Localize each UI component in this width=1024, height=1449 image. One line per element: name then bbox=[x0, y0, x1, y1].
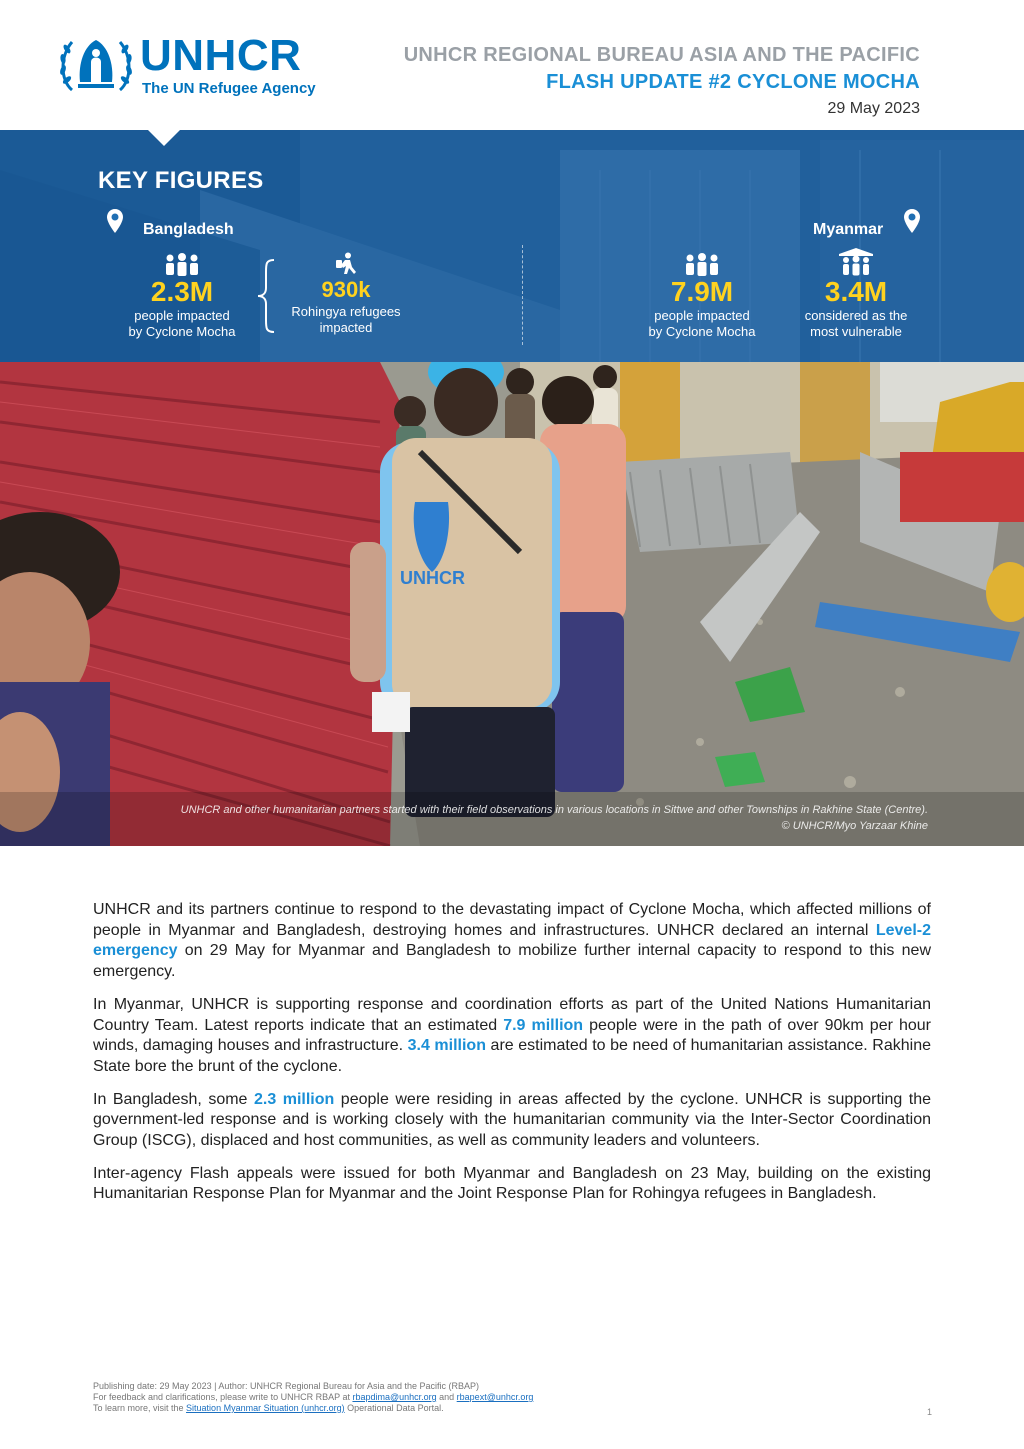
caption-text: UNHCR and other humanitarian partners started with their field observations in various locations in Sittwe and other Townships in Rakhine State (Centre). bbox=[180, 804, 928, 816]
text-run: In Bangladesh, some bbox=[93, 1090, 254, 1108]
figure-label-line1: Rohingya refugees bbox=[291, 304, 401, 319]
figure-label-line1: people impacted bbox=[134, 308, 230, 323]
logo-tagline: The UN Refugee Agency bbox=[142, 80, 316, 97]
figure-myanmar-vulnerable bbox=[786, 248, 926, 340]
figure-label-line2: impacted bbox=[319, 320, 373, 335]
people-group-icon bbox=[682, 252, 722, 276]
text-run: For feedback and clarifications, please write to UNHCR RBAP at bbox=[93, 1392, 353, 1402]
portal-link[interactable]: Situation Myanmar Situation (unhcr.org) bbox=[186, 1403, 345, 1413]
highlight-level2: Level-2 emergency bbox=[93, 921, 931, 960]
page-footer bbox=[93, 1381, 933, 1414]
photo-credit: © UNHCR/Myo Yarzaar Khine bbox=[781, 820, 928, 832]
highlight-3-4-million: 3.4 million bbox=[407, 1037, 486, 1055]
text-run: In Myanmar, UNHCR is supporting response and coordination efforts as part of the United Nations Humanitarian Country Team. Latest reports indicate that an estimated bbox=[93, 995, 931, 1034]
flash-update-title: FLASH UPDATE #2 CYCLONE MOCHA bbox=[546, 71, 920, 93]
figure-bangladesh-people-impacted bbox=[112, 252, 252, 340]
header-notch bbox=[148, 130, 180, 146]
text-run: To learn more, visit the bbox=[93, 1403, 187, 1413]
paragraph-myanmar bbox=[93, 995, 931, 1078]
email-link-dima[interactable]: rbapdima@unhcr.org bbox=[352, 1392, 437, 1402]
figure-bangladesh-rohingya bbox=[278, 252, 414, 336]
body-text bbox=[93, 900, 931, 1217]
location-pin-icon bbox=[903, 208, 921, 234]
email-link-ext[interactable]: rbapext@unhcr.org bbox=[456, 1392, 534, 1402]
figure-label-line2: most vulnerable bbox=[810, 324, 902, 339]
figure-label-line1: considered as the bbox=[804, 308, 908, 323]
figure-value: 7.9M bbox=[670, 276, 734, 307]
brace-connector bbox=[256, 258, 278, 334]
text-run: people were in the path of over 90km per hour winds, damaging houses and infrastructure. bbox=[93, 1016, 932, 1055]
key-figures-title: KEY FIGURES bbox=[98, 167, 264, 194]
page-header bbox=[0, 0, 1024, 130]
figure-value: 3.4M bbox=[824, 276, 888, 307]
figure-label-line2: by Cyclone Mocha bbox=[648, 324, 756, 339]
footer-feedback bbox=[93, 1392, 933, 1403]
text-run: Operational Data Portal. bbox=[344, 1403, 444, 1413]
refugee-walking-icon bbox=[331, 252, 361, 276]
paragraph-flash-appeals: Inter-agency Flash appeals were issued for both Myanmar and Bangladesh on 23 May, building on the existing Humanitarian Response Plan for Myanmar and the Joint Response Plan for Rohingya refugees in Bangladesh. bbox=[93, 1164, 931, 1203]
people-shelter-icon bbox=[836, 248, 876, 276]
text-run: are estimated to be need of humanitarian assistance. Rakhine State bore the brunt of the cyclone. bbox=[93, 1037, 931, 1075]
figure-label-line1: people impacted bbox=[654, 308, 750, 323]
header-titles bbox=[404, 42, 920, 122]
text-run: on 29 May for Myanmar and Bangladesh to mobilize further internal capacity to respond to this new emergency. bbox=[93, 942, 931, 981]
text-run: and bbox=[436, 1392, 457, 1402]
people-group-icon bbox=[162, 252, 202, 276]
location-pin-icon bbox=[106, 208, 124, 234]
country-label-myanmar: Myanmar bbox=[813, 221, 884, 238]
footer-portal bbox=[93, 1403, 933, 1414]
figure-label-line2: by Cyclone Mocha bbox=[128, 324, 236, 339]
figure-value: 2.3M bbox=[150, 276, 214, 307]
cyclone-damage-photo bbox=[0, 362, 1024, 846]
bureau-title: UNHCR REGIONAL BUREAU ASIA AND THE PACIFIC bbox=[403, 44, 920, 66]
logo-wordmark: UNHCR bbox=[140, 31, 302, 80]
highlight-7-9-million: 7.9 million bbox=[503, 1016, 584, 1034]
highlight-2-3-million: 2.3 million bbox=[253, 1090, 335, 1108]
paragraph-intro bbox=[93, 900, 931, 983]
country-label-bangladesh: Bangladesh bbox=[143, 221, 234, 238]
figure-value: 930k bbox=[321, 277, 371, 302]
country-divider bbox=[522, 245, 523, 345]
paragraph-bangladesh bbox=[93, 1090, 931, 1152]
publication-date: 29 May 2023 bbox=[827, 100, 920, 117]
unhcr-emblem-icon bbox=[58, 34, 134, 96]
vest-logo-text: UNHCR bbox=[400, 568, 465, 588]
unhcr-logo bbox=[58, 31, 328, 98]
page-number: 1 bbox=[926, 1407, 932, 1417]
photo-caption bbox=[181, 802, 928, 834]
photo-illustration bbox=[0, 362, 1024, 846]
text-run: people were residing in areas affected by the cyclone. UNHCR is supporting the government-led response and is working closely with the humanitarian community via the Inter-Sector Coordination Group (ISCG), displaced and host communities, as well as community leaders and volunteers. bbox=[93, 1090, 931, 1150]
footer-publishing: Publishing date: 29 May 2023 | Author: UNHCR Regional Bureau for Asia and the Pacific (RBAP) bbox=[93, 1381, 480, 1391]
text-run: UNHCR and its partners continue to respond to the devastating impact of Cyclone Mocha, which affected millions of people in Myanmar and Bangladesh, destroying homes and infrastructures. UNHCR declared an internal bbox=[93, 901, 931, 939]
figure-myanmar-people-impacted bbox=[632, 252, 772, 340]
